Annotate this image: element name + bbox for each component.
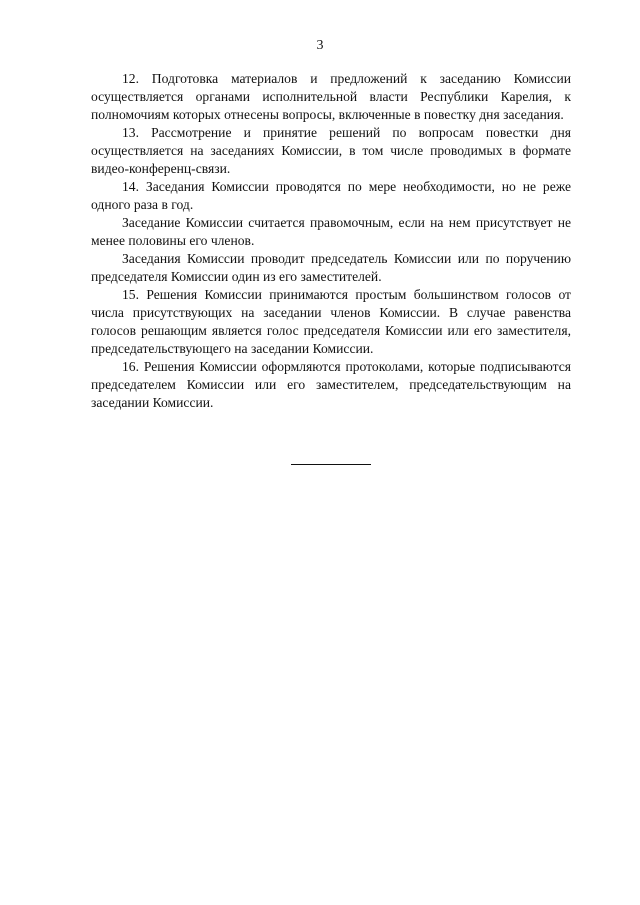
paragraph-item-16: 16. Решения Комиссии оформляются протоколами, которые подписываются председателем Комиссии или его заместителем, председательствующим на заседании Комиссии. [91,359,571,410]
document-body [91,70,571,412]
paragraph-item-12: 12. Подготовка материалов и предложений к заседанию Комиссии осуществляется органами исполнительной власти Республики Карелия, к полномочиям которых отнесены вопросы, включенные в повестку дня заседания. [91,71,571,122]
paragraph-quorum: Заседание Комиссии считается правомочным, если на нем присутствует не менее половины его членов. [91,215,571,248]
paragraph-item-14: 14. Заседания Комиссии проводятся по мере необходимости, но не реже одного раза в год. [91,179,571,212]
end-of-document-rule [291,464,371,465]
page-number: 3 [316,38,324,53]
paragraph-chair: Заседания Комиссии проводит председатель Комиссии или по поручению председателя Комиссии один из его заместителей. [91,251,571,284]
paragraph-item-15: 15. Решения Комиссии принимаются простым большинством голосов от числа присутствующих на заседании членов Комиссии. В случае равенства голосов решающим является голос председателя Комиссии или его заместителя, председательствующего на заседании Комиссии. [91,287,571,356]
paragraph-item-13: 13. Рассмотрение и принятие решений по вопросам повестки дня осуществляется на заседаниях Комиссии, в том числе проводимых в формате видео-конференц-связи. [91,125,571,176]
